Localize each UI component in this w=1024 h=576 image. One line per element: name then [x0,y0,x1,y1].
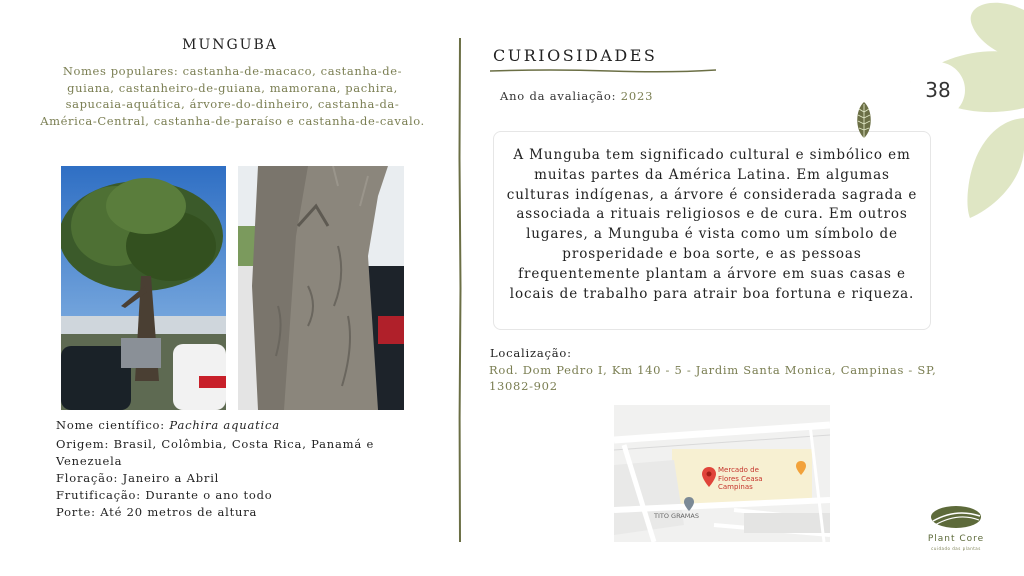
page-number: 38 [925,78,951,102]
map-place-name: Mercado de Flores Ceasa Campinas [718,466,763,491]
map-pin-icon [702,467,716,487]
tree-photo [61,166,226,410]
location-address: Rod. Dom Pedro I, Km 140 - 5 - Jardim Santa Monica, Campinas - SP, 13082-902 [489,363,937,393]
scientific-name-label: Nome científico: [56,418,170,432]
plant-facts [56,417,436,521]
size-line: Porte: Até 20 metros de altura [56,505,258,519]
leaf-decoration-icon [884,0,1024,230]
map-street-label: TITO GRAMAS [654,512,699,520]
heading-underline [490,67,716,75]
small-leaf-icon [853,100,875,140]
year-label: Ano da avaliação: [500,89,621,103]
flowering-line: Floração: Janeiro a Abril [56,471,220,485]
shop-pin-icon [796,461,806,475]
plant-title: MUNGUBA [182,37,278,53]
scientific-name-line [56,417,436,434]
origin-line: Origem: Brasil, Colômbia, Costa Rica, Panamá e Venezuela [56,437,375,468]
trunk-photo [238,166,404,410]
curiosities-heading: CURIOSIDADES [493,46,658,65]
vertical-divider [458,38,462,542]
curiosity-text: A Munguba tem significado cultural e simbólico em muitas partes da América Latina. Em algumas culturas indígenas, a árvore é considerada sagrada e associada a rituais religiosos e de cura. Em outros lugares, a Munguba é vista como um símbolo de prosperidade e boa sorte, e as pessoas frequentemente plantam a árvore em suas casas e locais de trabalho para atrair boa fortuna e riqueza. [506,147,918,302]
brand-name: Plant Core [927,534,985,544]
fruiting-line: Frutificação: Durante o ano todo [56,488,273,502]
popular-names: Nomes populares: castanha-de-macaco, castanha-de-guiana, castanheiro-de-guiana, mamorana, pachira, sapucaia-aquática, árvore-do-dinheiro, castanha-da-América-Central, castanha-de-paraíso e castanha-de-cavalo. [40,64,425,128]
year-value: 2023 [620,89,654,103]
evaluation-year [500,89,653,103]
grey-pin-icon [684,497,694,511]
location-label: Localização: [490,346,572,360]
location-map[interactable] [614,405,830,542]
brand-tagline: cuidado das plantas [931,546,981,551]
scientific-name: Pachira aquatica [169,418,280,432]
